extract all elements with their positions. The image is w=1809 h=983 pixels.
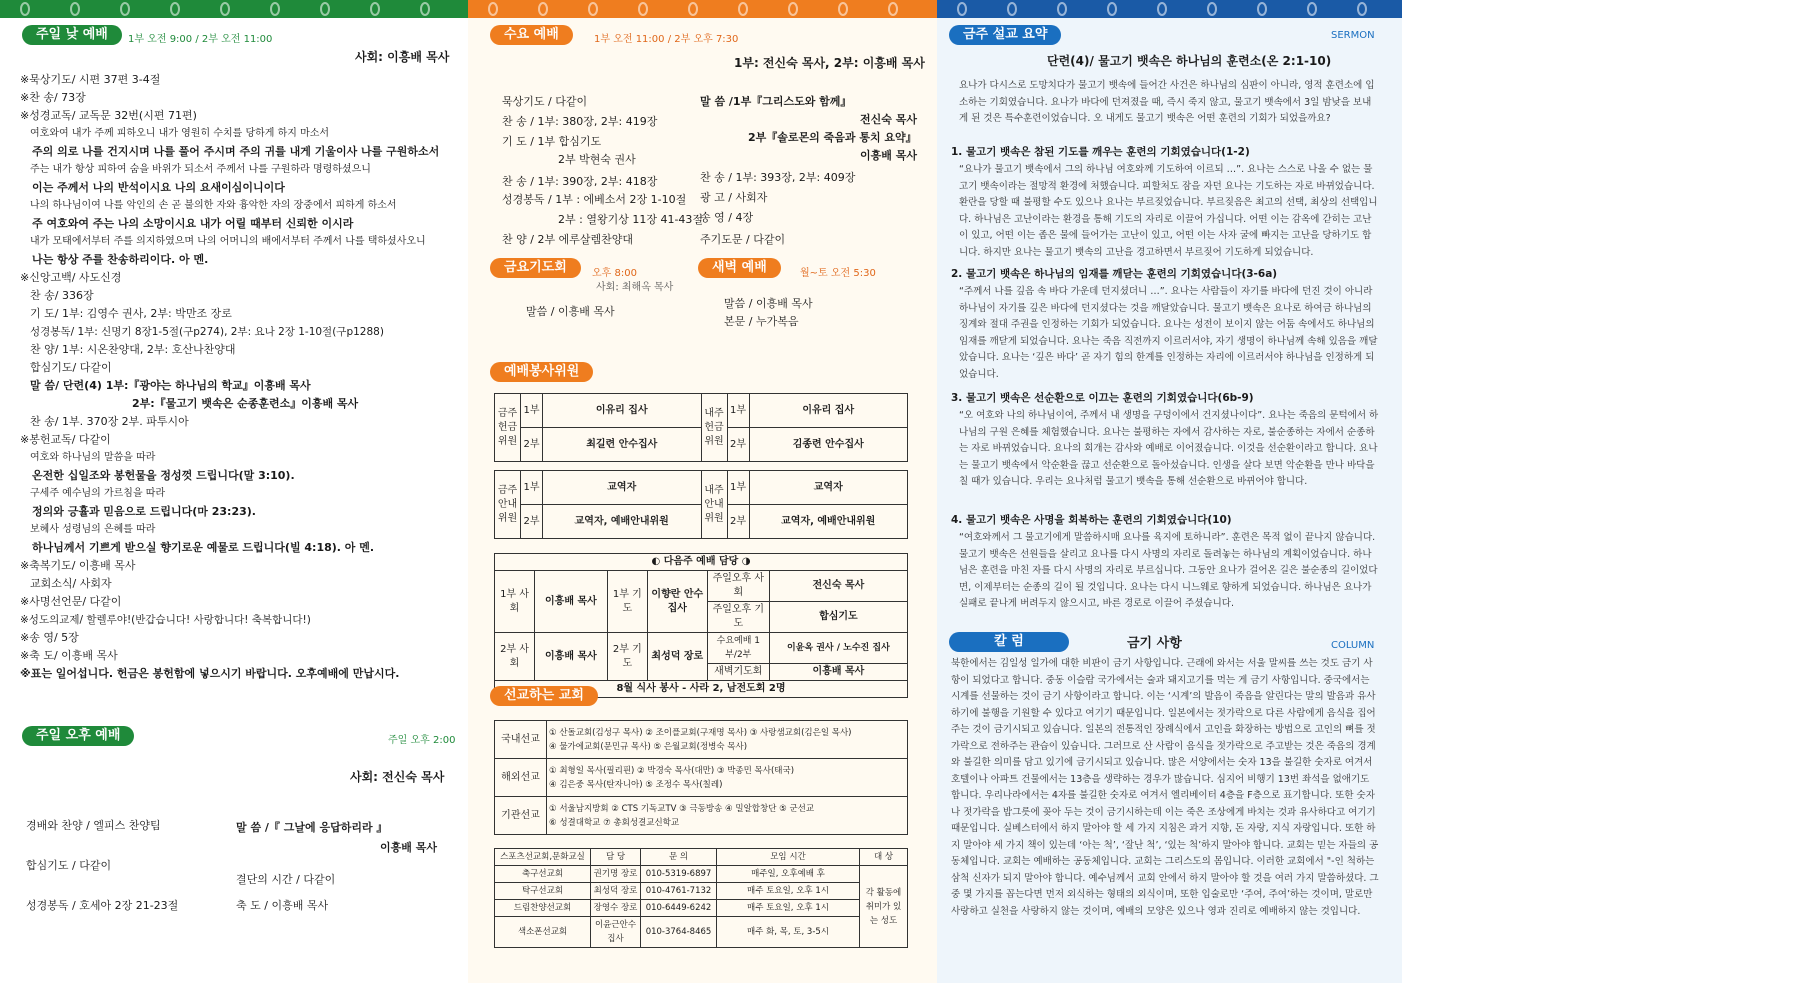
offering-line: 온전한 십일조와 봉헌물을 정성껏 드립니다(말 3:10). <box>32 469 295 482</box>
sermon-point-text: “요나가 물고기 뱃속에서 그의 하나님 여호와께 기도하여 이르되 …”. 요나는 스스로 나올 수 없는 물고기 뱃속이라는 절망적 환경에 처했습니다. 피할처도 잠을 자던 요나는 기도하는 자로 바뀌었습니다. 환란을 당할 때 불평할 수도 있으나 요나는 부르짖었습니다. 부르짖음은 최고의 선택, 최상의 선택입니다. 하나님은 고난이라는 환경을 통해 기도의 자리로 이끌어 가십니다. 어떤 이는 감옥에 갇히는 고난이 있고, 어떤 이는 좁은 물에 들어가는 고난이 있고, 어떤 이는 사자 굴에 빠지는 고난을 당하기도 합니다. 하지만 요나는 물고기 뱃속의 고난을 경고하면서 부르짖어 기도하게 되었습니다. <box>959 164 1378 258</box>
nw-cell: 주일오후 기도 <box>707 602 769 633</box>
sports-cell: 축구선교회 <box>495 866 591 883</box>
column-tag: COLUMN <box>1331 640 1375 651</box>
column-text: 북한에서는 김일성 일가에 대한 비판이 금기 사항입니다. 근래에 와서는 서울 말씨를 쓰는 것도 금기 사항이 되었다고 합니다. 중동 이슬람 국가에서는 술과 돼지고기를 먹는 게 금기 사항입니다. 중국에서는 시계를 선물하는 것이 금기 사항이라고 합니다. 이는 ‘시계’의 발음이 죽음을 알린다는 말의 발음과 유사하기에 불행을 기원할 수 있다고 여기기 때문입니다. 일본에서는 젓가락으로 다른 사람에게 음식을 집어 주는 것이 금기시되고 있습니다. 일본의 전통적인 장례식에서 고인을 화장하는 방법으로 고인의 뼈를 젓가락으로 전하주는 관습이 있습니다. 그러므로 산 사람이 음식을 젓가락으로 주고받는 것은 죽음의 경계와 불길한 의미를 담고 있기에 금기시되고 있습니다. 많은 서양에서는 숫자 13을 불길한 숫자로 여겨서 호텔이나 아파트 건물에서는 13층을 생략하는 경우가 많습니다. 심지어 비행기 13번 좌석을 없애기도 합니다. 우리나라에서는 4자를 불길한 숫자로 여겨서 엘리베이터 4층을 F층으로 표기합니다. 또한 숫자나 젓가락을 밥그릇에 꽂아 두는 것이 금기시하는데 이는 죽은 조상에게 바치는 것과 유사하다고 여기기 때문입니다. 실베스터에서 하지 말아야 할 세 가지 지침은 과거 지향, 돈 자랑, 지식 자랑입니다. 또한 하지 말아야 세 가지 책이 있는데 ‘아는 척’, ‘잘난 척’, ‘있는 척’하지 말아야 합니다. 교회는 믿는 자들의 공동체입니다. 교회는 예배하는 공동체입니다. 교회는 그리스도의 몸입니다. 이러한 교회에서 "-인 척하는 삼척 신자가 되지 말아야 합니다. 예수님께서 교회 안에서 하지 말아야 할 것을 여러 가지 말씀하셨다. 그중 몇 가지를 꼽는다면 먼저 외식하는 형태의 외식이며, 또한 입술로만 ‘주여, 주여’하는 것이며, 말로만 사랑하고 실천을 사랑하지 않는 것이며, 예배의 모양은 있으나 영과 진리로 예배하지 않는 것입니다. <box>951 658 1379 917</box>
afternoon-item: 결단의 시간 / 다같이 <box>236 873 336 886</box>
nw-cell: 2부 기도 <box>607 633 647 681</box>
reading-line: 여호와여 내가 주께 피하오니 내가 영원히 수치를 당하게 하지 마소서 <box>30 128 330 139</box>
order-line: 찬 송/ 336장 <box>30 289 94 302</box>
wed-item: 광 고 / 사회자 <box>700 191 768 204</box>
order-line: 기 도/ 1부: 김영수 권사, 2부: 박만조 장로 <box>30 307 232 320</box>
sermon-tag: SERMON <box>1331 30 1375 41</box>
sports-cell: 색소폰선교회 <box>495 917 591 948</box>
vol-cell: 2부 <box>727 428 749 462</box>
nw-cell: 이흥배 목사 <box>769 664 907 681</box>
mission-line: ① 산돌교회(김성구 목사) ② 조이플교회(구재명 목사) ③ 사랑샘교회(김은일 목사) <box>549 727 852 738</box>
vol-cell: 1부 <box>727 394 749 428</box>
sports-cell: 매주 토요일, 오후 1시 <box>717 900 860 917</box>
offering-line: 정의와 긍휼과 믿음으로 드립니다(마 23:23). <box>32 505 256 518</box>
orange-header-strip <box>468 0 937 18</box>
sports-cell: 탁구선교회 <box>495 883 591 900</box>
volunteers-title: 예배봉사위원 <box>490 362 593 382</box>
mission-line: ⑥ 성결대학교 ⑦ 총회성결교신학교 <box>549 817 680 828</box>
sunday-afternoon-leader: 사회: 전신숙 목사 <box>350 770 445 784</box>
missions-table <box>494 720 908 835</box>
dawn-item: 본문 / 누가복음 <box>724 315 799 328</box>
order-line: ※신앙고백/ 사도신경 <box>20 271 122 284</box>
vol-cell: 2부 <box>727 505 749 539</box>
afternoon-item: 경배와 찬양 / 엘피스 찬양팀 <box>26 819 161 832</box>
sports-cell: 장영수 장로 <box>591 900 641 917</box>
vol-cell: 김종련 안수집사 <box>749 428 908 462</box>
nw-cell: 이윤옥 권사 / 노수진 집사 <box>769 633 907 664</box>
reading-line: 주는 내가 항상 피하여 숨을 바위가 되소서 주께서 나를 구원하라 명령하셨으니 <box>30 164 371 175</box>
order-line: 찬 양/ 1부: 시온찬양대, 2부: 호산나찬양대 <box>30 343 236 356</box>
nw-cell: 전신숙 목사 <box>769 571 907 602</box>
sports-cell: 매주 토요일, 오후 1시 <box>717 883 860 900</box>
vol-cell: 1부 <box>521 471 543 505</box>
wed-preacher: 전신숙 목사 <box>860 113 917 126</box>
sports-cell: 매주일, 오후예배 후 <box>717 866 860 883</box>
sermon-point-heading: 3. 물고기 뱃속은 선순환으로 이끄는 훈련의 기회였습니다(6b-9) <box>951 392 1254 404</box>
sports-header: 모임 시간 <box>717 849 860 866</box>
sunday-afternoon-time: 주일 오후 2:00 <box>388 735 456 746</box>
order-line: 성경봉독/ 1부: 신명기 8장1-5절(구p274), 2부: 요나 2장 1-10절(구p1288) <box>30 326 384 338</box>
order-line: ※축복기도/ 이흥배 목사 <box>20 559 136 572</box>
friday-title: 금요기도회 <box>490 258 581 278</box>
reading-line: 내가 모태에서부터 주를 의지하였으며 나의 어머니의 배에서부터 주께서 나를 택하셨사오니 <box>30 236 426 247</box>
sports-table <box>494 848 908 948</box>
vol-cell: 교역자 <box>749 471 908 505</box>
meal-service: 8월 식사 봉사 - 사라 2, 남전도회 2명 <box>495 681 908 698</box>
mission-label: 해외선교 <box>495 759 547 797</box>
order-line: ※성경교독/ 교독문 32번(시편 71편) <box>20 109 197 122</box>
blue-header-strip <box>937 0 1402 18</box>
wednesday-leader: 1부: 전신숙 목사, 2부: 이흥배 목사 <box>734 56 925 70</box>
wed-item: 2부 박현숙 권사 <box>558 153 636 166</box>
vol-cell: 2부 <box>521 505 543 539</box>
dawn-title: 새벽 예배 <box>698 258 781 278</box>
mission-line: ① 최형일 목사(필리핀) ② 박경숙 목사(대만) ③ 박종민 목사(태국) <box>549 765 795 776</box>
dawn-item: 말씀 / 이흥배 목사 <box>724 297 813 310</box>
vol-cell: 금주 안내 위원 <box>495 471 521 539</box>
wed-sermon: 2부『솔로몬의 죽음과 통치 요약』 <box>748 131 917 144</box>
sports-cell: 매주 화, 목, 토, 3-5시 <box>717 917 860 948</box>
order-line: ※성도의교제/ 할렐루야!(반갑습니다! 사랑합니다! 축복합니다!) <box>20 614 311 626</box>
offering-line: 여호와 하나님의 말씀을 따라 <box>30 452 156 463</box>
vol-cell: 내주 안내 위원 <box>701 471 727 539</box>
sunday-afternoon-title: 주일 오후 예배 <box>22 726 134 746</box>
nw-cell: 최성덕 장로 <box>647 633 707 681</box>
sermon-intro: 요나가 다시스로 도망치다가 물고기 뱃속에 들어간 사건은 하나님의 심판이 아니라, 영적 훈련소에 입소하는 기회였습니다. 요나가 바다에 던져졌을 때, 즉시 죽지 않고, 물고기 뱃속에서 3일 밤낮을 보내게 된 것은 특수훈련이었습니다. 오 내게도 물고기 뱃속은 어떤 훈련의 기회가 되었을까요? <box>959 80 1375 124</box>
vol-cell: 교역자 <box>543 471 702 505</box>
sermon-summary-title: 금주 설교 요약 <box>949 25 1061 45</box>
sports-header: 대 상 <box>860 849 908 866</box>
sunday-morning-leader: 사회: 이흥배 목사 <box>355 50 450 64</box>
sermon-point-text: “오 여호와 나의 하나님이여, 주께서 내 생명을 구덩이에서 건지셨나이다”. 요나는 죽음의 문턱에서 하나님의 구원 은혜를 체험했습니다. 요나는 불평하는 자에서 감사하는 자로, 불순종하는 자에서 순종하는 자로 바뀌었습니다. 요나의 회개는 감사와 예배로 이어졌습니다. 이것을 선순환이라고 합니다. 요나는 물고기 뱃속에서 악순환을 끊고 선순환으로 돌아섰습니다. 인생을 살다 보면 악순환을 만나 바닥을 칠 때가 있습니다. 우리는 요나처럼 물고기 뱃속을 통해 선순환으로 바뀌어야 합니다. <box>959 410 1379 487</box>
sports-cell: 010-6449-6242 <box>641 900 717 917</box>
sunday-panel <box>0 0 468 983</box>
order-line: ※송 영/ 5장 <box>20 631 79 644</box>
dawn-time: 월~토 오전 5:30 <box>800 268 876 279</box>
mission-label: 국내선교 <box>495 721 547 759</box>
offering-line: 구세주 예수님의 가르침을 따라 <box>30 488 166 499</box>
sermon-point-heading: 2. 물고기 뱃속은 하나님의 임재를 깨닫는 훈련의 기회였습니다(3-6a) <box>951 268 1278 280</box>
missions-title: 선교하는 교회 <box>490 686 598 706</box>
friday-time: 오후 8:00 <box>592 268 637 279</box>
sports-cell: 최성덕 장로 <box>591 883 641 900</box>
vol-cell: 교역자, 예배안내위원 <box>543 505 702 539</box>
afternoon-sermon: 말 씀 /『 그날에 응답하리라 』 <box>236 821 388 834</box>
wed-item: 찬 송 / 1부: 390장, 2부: 418장 <box>502 175 658 188</box>
afternoon-preacher: 이흥배 목사 <box>380 841 437 854</box>
sports-cell: 드림찬양선교회 <box>495 900 591 917</box>
reading-line: 주의 의로 나를 건지시며 나를 풀어 주시며 주의 귀를 내게 기울이사 나를 구원하소서 <box>32 145 440 158</box>
reading-line: 이는 주께서 나의 반석이시요 나의 요새이심이니이다 <box>32 181 285 194</box>
order-line: ※찬 송/ 73장 <box>20 91 86 104</box>
nw-cell: 이흥배 목사 <box>535 633 608 681</box>
wed-item: 성경봉독 / 1부 : 에베소서 2장 1-10절 <box>502 193 687 206</box>
sunday-morning-title: 주일 낮 예배 <box>22 25 122 45</box>
sports-target: 각 활동에 취미가 있는 성도 <box>860 866 908 948</box>
nw-cell: 수요예배 1부/2부 <box>707 633 769 664</box>
wed-sermon: 말 씀 /1부『그리스도와 함께』 <box>700 95 852 108</box>
vol-cell: 1부 <box>521 394 543 428</box>
nw-cell: 새벽기도회 <box>707 664 769 681</box>
nw-cell: 이흥배 목사 <box>535 571 608 633</box>
sports-cell: 010-5319-6897 <box>641 866 717 883</box>
wed-item: 찬 송 / 1부: 393장, 2부: 409장 <box>700 171 856 184</box>
sports-header: 담 당 <box>591 849 641 866</box>
sports-cell: 이윤근안수집사 <box>591 917 641 948</box>
sports-cell: 권기명 장로 <box>591 866 641 883</box>
wed-item: 2부 : 열왕기상 11장 41-43절 <box>558 213 704 226</box>
mission-text <box>547 759 908 797</box>
sports-header: 스포츠선교회,문화교실 <box>495 849 591 866</box>
sermon-point-heading: 1. 물고기 뱃속은 참된 기도를 깨우는 훈련의 기회였습니다(1-2) <box>951 146 1250 158</box>
friday-body: 말씀 / 이흥배 목사 <box>526 305 615 318</box>
sermon-point-text: “여호와께서 그 물고기에게 말씀하시매 요나를 육지에 토하니라”. 훈련은 목적 없이 끝나지 않습니다. 물고기 뱃속은 선원들을 살리고 요나를 다시 사명의 자리로 돌려놓는 하나님의 계획이었습니다. 하나님은 훈련을 마친 자를 다시 사명의 자리로 부르십니다. 그동안 요나가 걸어온 길은 불순종의 길이었다면, 이제부터는 순종의 길이 될 것입니다. 요나는 다시 니느웨로 향하게 되었습니다. 하나님은 요나가 실패로 끝나게 버려두지 않으시고, 바른 경로로 이끌어 주셨습니다. <box>959 532 1378 609</box>
notice-line: ※표는 일어섭니다. 헌금은 봉헌함에 넣으시기 바랍니다. 오후예배에 만납시다. <box>20 667 400 680</box>
weekday-panel <box>468 0 937 983</box>
order-line: 교회소식/ 사회자 <box>30 577 112 590</box>
vol-cell: 1부 <box>727 471 749 505</box>
wednesday-title: 수요 예배 <box>490 25 573 45</box>
sermon-line: 2부:『물고기 뱃속은 순종훈련소』이흥배 목사 <box>132 397 359 410</box>
vol-cell: 2부 <box>521 428 543 462</box>
sermon-line: 말 씀/ 단련(4) 1부:『광야는 하나님의 학교』이흥배 목사 <box>30 379 311 392</box>
vol-cell: 최길련 안수집사 <box>543 428 702 462</box>
nw-cell: 이향란 안수집사 <box>647 571 707 633</box>
reading-line: 나는 항상 주를 찬송하리이다. 아 멘. <box>32 253 209 266</box>
wed-item: 기 도 / 1부 합심기도 <box>502 135 602 148</box>
friday-leader: 사회: 최해옥 목사 <box>596 282 674 293</box>
volunteers-table <box>494 393 908 462</box>
vol-cell: 금주 헌금 위원 <box>495 394 521 462</box>
order-line: ※축 도/ 이흥배 목사 <box>20 649 118 662</box>
wed-item: 찬 양 / 2부 에루살렘찬양대 <box>502 233 633 246</box>
afternoon-item: 성경봉독 / 호세아 2장 21-23절 <box>26 899 179 912</box>
sermon-point-text: “주께서 나를 깊음 속 바다 가운데 던지셨더니 …”. 요나는 사람들이 자기를 바다에 던진 것이 아니라 하나님이 자기를 깊은 바다에 던지셨다는 것을 깨달았습니다. 물고기 뱃속은 요나로 하여금 하나님의 징계와 절대 주권을 인정하는 기회가 되었습니다. 요나는 성전이 보이지 않는 어둠 속에서도 하나님의 임재를 깨닫게 되었습니다. 요나는 죽음 직전까지 이르러서야, 자기 생명이 하나님께 속해 있음을 깨달았습니다. 요나는 ‘깊은 바다’ 곧 자기 힘의 한계를 인정하는 자리에 이르러서야 하나님을 인정하게 되었습니다. <box>959 286 1378 380</box>
mission-text <box>547 721 908 759</box>
nw-cell: 합심기도 <box>769 602 907 633</box>
afternoon-item: 축 도 / 이흥배 목사 <box>236 899 329 912</box>
green-header-strip <box>0 0 468 18</box>
column-title: 칼 럼 <box>949 632 1069 652</box>
order-line: 찬 송/ 1부. 370장 2부. 파투시아 <box>30 415 189 428</box>
order-line: ※사명선언문/ 다같이 <box>20 595 122 608</box>
vol-cell: 교역자, 예배안내위원 <box>749 505 908 539</box>
sports-cell: 010-3764-8465 <box>641 917 717 948</box>
reading-line: 주 여호와여 주는 나의 소망이시요 내가 어릴 때부터 신뢰한 이시라 <box>32 217 354 230</box>
next-week-table <box>494 553 908 698</box>
vol-cell: 내주 헌금 위원 <box>701 394 727 462</box>
usher-table <box>494 470 908 539</box>
nw-cell: 1부 사회 <box>495 571 535 633</box>
mission-text <box>547 797 908 835</box>
offering-line: 보혜사 성령님의 은혜를 따라 <box>30 524 156 535</box>
nw-cell: 2부 사회 <box>495 633 535 681</box>
sermon-heading: 단련(4)/ 물고기 뱃속은 하나님의 훈련소(온 2:1-10) <box>1047 54 1332 68</box>
order-line: ※봉헌교독/ 다같이 <box>20 433 111 446</box>
wed-item: 송 영 / 4장 <box>700 211 754 224</box>
order-line: 합심기도/ 다같이 <box>30 361 112 374</box>
vol-cell: 이유리 집사 <box>543 394 702 428</box>
mission-line: ① 서울남지방회 ② CTS 기독교TV ③ 극동방송 ④ 밀알합창단 ⑤ 군선교 <box>549 803 815 814</box>
order-line: ※묵상기도/ 시편 37편 3-4절 <box>20 73 161 86</box>
vol-cell: 이유리 집사 <box>749 394 908 428</box>
sports-cell: 010-4761-7132 <box>641 883 717 900</box>
sermon-point-heading: 4. 물고기 뱃속은 사명을 회복하는 훈련의 기회였습니다(10) <box>951 514 1232 526</box>
sunday-morning-times: 1부 오전 9:00 / 2부 오전 11:00 <box>128 34 273 45</box>
nw-cell: 1부 기도 <box>607 571 647 633</box>
sermon-panel <box>937 0 1402 983</box>
next-week-header: ◐ 다음주 예배 담당 ◑ <box>495 554 908 571</box>
wednesday-times: 1부 오전 11:00 / 2부 오후 7:30 <box>594 34 739 45</box>
mission-label: 기관선교 <box>495 797 547 835</box>
wed-item: 주기도문 / 다같이 <box>700 233 786 246</box>
mission-line: ④ 물가에교회(문민규 목사) ⑤ 은월교회(정병숙 목사) <box>549 741 748 752</box>
afternoon-item: 합심기도 / 다같이 <box>26 859 112 872</box>
column-heading: 금기 사항 <box>1127 636 1182 651</box>
reading-line: 나의 하나님이여 나를 악인의 손 곧 불의한 자와 흉악한 자의 장중에서 피하게 하소서 <box>30 200 397 211</box>
nw-cell: 주일오후 사회 <box>707 571 769 602</box>
mission-line: ④ 김은중 목사(탄자니아) ⑤ 조정수 목사(칠레) <box>549 779 723 790</box>
sports-header: 문 의 <box>641 849 717 866</box>
wed-item: 묵상기도 / 다같이 <box>502 95 588 108</box>
wed-preacher: 이흥배 목사 <box>860 149 917 162</box>
offering-line: 하나님께서 기쁘게 받으실 향기로운 예물로 드립니다(빌 4:18). 아 멘. <box>32 541 375 554</box>
wed-item: 찬 송 / 1부: 380장, 2부: 419장 <box>502 115 658 128</box>
